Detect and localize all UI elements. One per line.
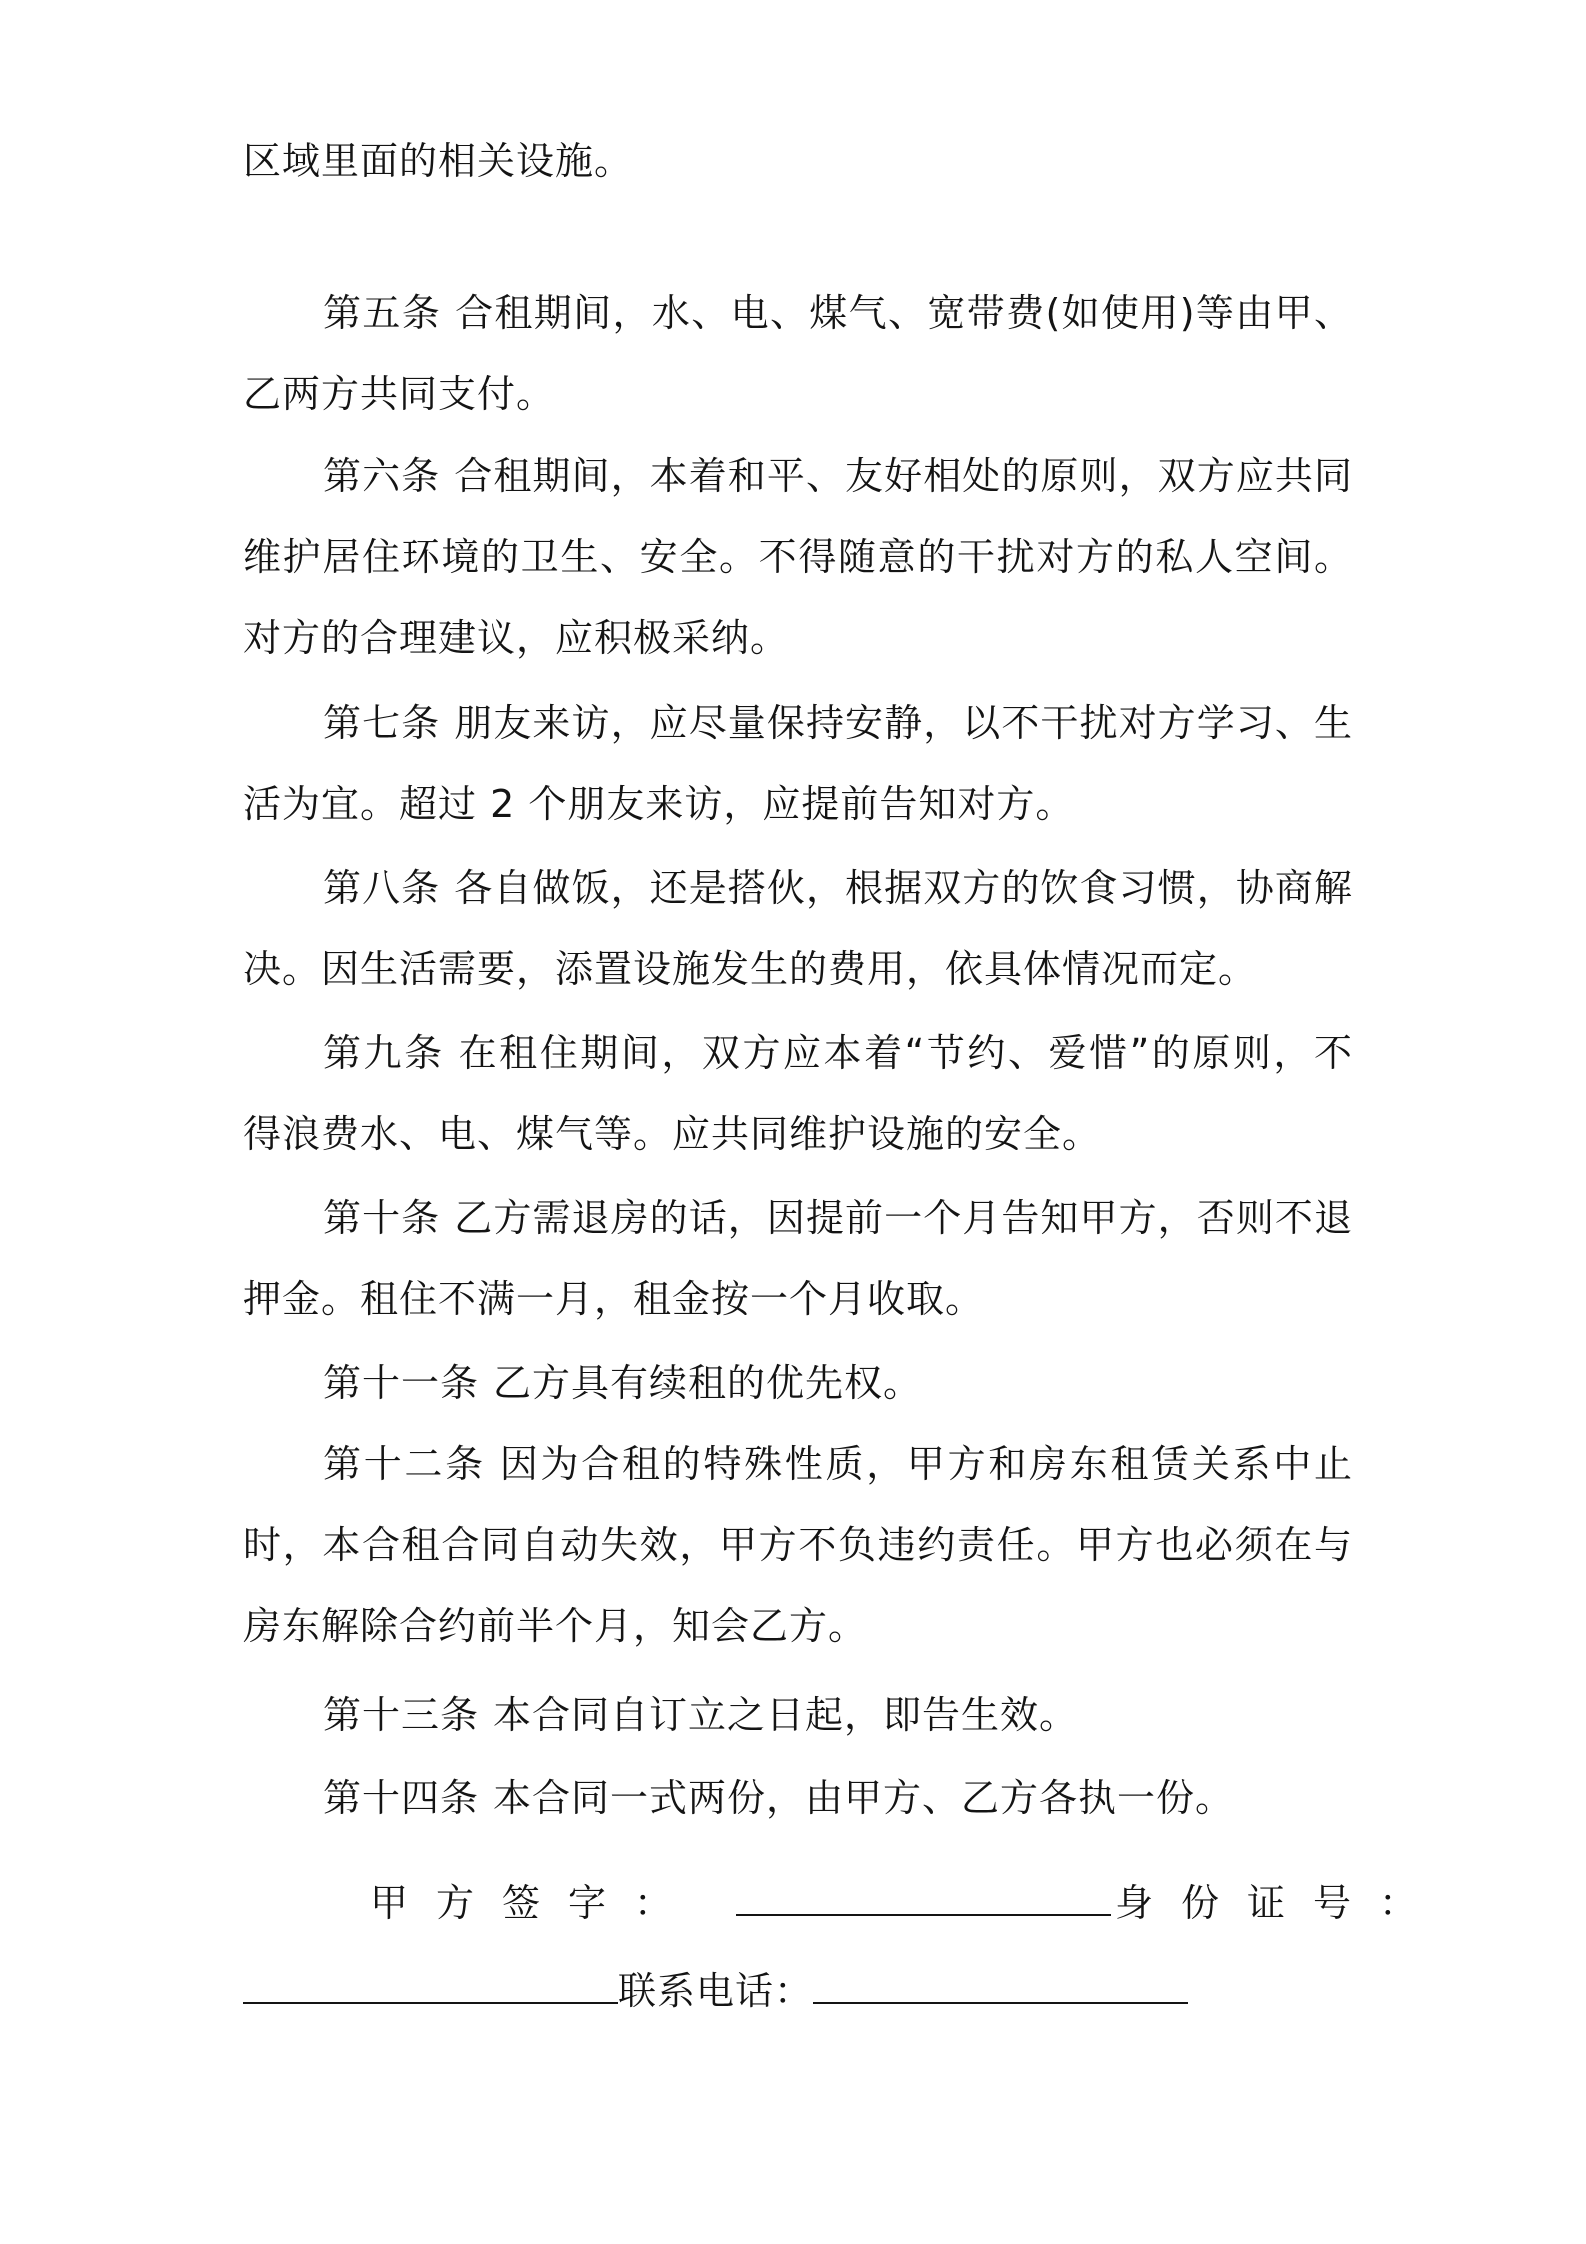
party-a-signature-label: 甲方签字： — [370, 1881, 701, 1925]
article-8 — [243, 848, 1353, 1010]
article-number: 第十三条 — [323, 1693, 480, 1737]
article-number: 第十二条 — [323, 1442, 486, 1486]
phone-label: 联系电话： — [618, 1969, 814, 2013]
article-number: 第十四条 — [323, 1776, 480, 1820]
signature-line-contact — [243, 1951, 1353, 2032]
continuation-paragraph — [243, 121, 1353, 202]
id-number-label: 身份证号： — [1115, 1881, 1446, 1925]
article-text: 因为合租的特殊性质，甲方和房东租赁关系中止时，本合租合同自动失效，甲方不负违约责任。甲方也必须在与房东解除合约前半个月，知会乙方。 — [243, 1442, 1353, 1648]
signature-line-party-a — [243, 1863, 1446, 1944]
article-13 — [243, 1675, 1353, 1756]
article-text: 合租期间，本着和平、友好相处的原则，双方应共同维护居住环境的卫生、安全。不得随意的干扰对方的私人空间。对方的合理建议，应积极采纳。 — [243, 454, 1353, 660]
article-14 — [243, 1758, 1353, 1839]
article-number: 第十条 — [323, 1196, 441, 1240]
article-text: 合租期间，水、电、煤气、宽带费(如使用)等由甲、乙两方共同支付。 — [243, 291, 1353, 416]
article-11 — [243, 1343, 1353, 1424]
article-9 — [243, 1013, 1353, 1175]
article-text: 本合同一式两份，由甲方、乙方各执一份。 — [493, 1776, 1235, 1820]
article-number: 第十一条 — [323, 1361, 480, 1405]
article-text: 朋友来访，应尽量保持安静，以不干扰对方学习、生活为宜。超过 2 个朋友来访，应提前告知对方。 — [243, 701, 1353, 826]
id-number-blank[interactable] — [243, 1972, 618, 2004]
article-number: 第六条 — [323, 454, 441, 498]
article-text: 乙方具有续租的优先权。 — [493, 1361, 923, 1405]
party-a-signature-blank[interactable] — [736, 1884, 1111, 1916]
article-number: 第七条 — [323, 701, 441, 745]
article-10 — [243, 1178, 1353, 1340]
article-text: 乙方需退房的话，因提前一个月告知甲方，否则不退押金。租住不满一月，租金按一个月收取。 — [243, 1196, 1353, 1321]
article-number: 第八条 — [323, 866, 441, 910]
article-12 — [243, 1424, 1353, 1667]
phone-blank[interactable] — [813, 1972, 1188, 2004]
article-text: 在租住期间，双方应本着“节约、爱惜”的原则，不得浪费水、电、煤气等。应共同维护设施的安全。 — [243, 1031, 1353, 1156]
article-number: 第九条 — [323, 1031, 445, 1075]
article-number: 第五条 — [323, 291, 442, 335]
article-text: 各自做饭，还是搭伙，根据双方的饮食习惯，协商解决。因生活需要，添置设施发生的费用，依具体情况而定。 — [243, 866, 1353, 991]
article-6 — [243, 436, 1353, 679]
article-5 — [243, 273, 1353, 435]
article-7 — [243, 683, 1353, 845]
article-text: 本合同自订立之日起，即告生效。 — [493, 1693, 1079, 1737]
continuation-text: 区域里面的相关设施。 — [243, 139, 634, 183]
